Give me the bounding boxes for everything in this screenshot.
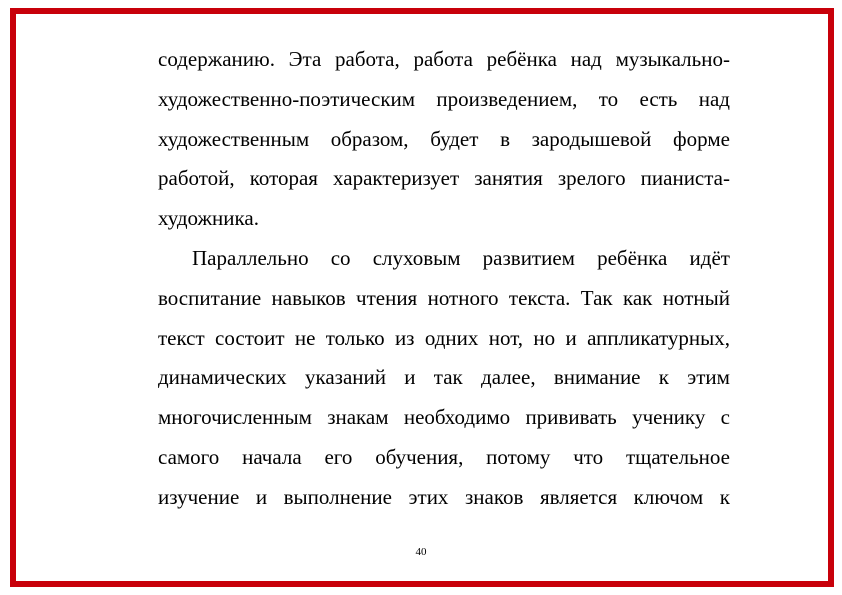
page-border-shadow-bottom (16, 581, 833, 586)
word: содержанию. (158, 47, 275, 71)
word: с (720, 405, 730, 430)
word: слуховым (372, 245, 461, 270)
text-line (158, 80, 730, 120)
word: необходимо (403, 405, 511, 430)
word: пианиста- (640, 166, 730, 191)
word: из (394, 325, 415, 350)
word: Эта (288, 47, 322, 71)
word: со (330, 245, 351, 270)
text-line (158, 239, 730, 279)
word: форме (673, 126, 730, 151)
word: не (294, 325, 316, 350)
word: динамических (158, 365, 287, 390)
word: как (622, 285, 653, 310)
word: ключом (633, 484, 704, 509)
word: состоит (215, 325, 285, 350)
word: воспитание (158, 285, 262, 310)
word: изучение (158, 484, 240, 509)
word: над (698, 86, 730, 111)
text-line (158, 478, 730, 518)
word: художественным (158, 126, 310, 151)
word: аппликатурных, (587, 325, 730, 350)
word: является (539, 484, 618, 509)
word: идёт (689, 245, 730, 270)
word: и (565, 325, 577, 350)
word: и (255, 484, 268, 509)
word: чтения (356, 285, 418, 310)
word: ребёнка (486, 47, 557, 71)
word: ученику (632, 405, 706, 430)
word: самого (158, 444, 220, 469)
word: к (658, 365, 669, 390)
text-line (158, 398, 730, 438)
word: что (573, 444, 604, 469)
page-number: 40 (415, 546, 427, 558)
word: его (324, 444, 353, 469)
word: нотного (427, 285, 499, 310)
word: образом, (330, 126, 409, 151)
word: нотный (662, 285, 730, 310)
word: навыков (271, 285, 346, 310)
word: Параллельно (192, 245, 309, 270)
text-line (158, 159, 730, 199)
word: есть (639, 86, 678, 111)
word: то (598, 86, 619, 111)
text-line: художника. (158, 206, 259, 231)
word: этих (408, 484, 449, 509)
text-line (158, 40, 730, 80)
word: в (500, 126, 510, 151)
word: тщательное (625, 444, 730, 469)
word: работа, (335, 47, 400, 71)
word: так (433, 365, 463, 390)
word: текст (158, 325, 205, 350)
word: знакам (327, 405, 389, 430)
text-line (158, 120, 730, 160)
word: работа (413, 47, 473, 71)
word: прививать (525, 405, 617, 430)
word: одних (424, 325, 479, 350)
word: зрелого (557, 166, 626, 191)
word: далее, (481, 365, 536, 390)
word: потому (486, 444, 551, 469)
word: ребёнка (597, 245, 668, 270)
text-line (158, 319, 730, 359)
text-line (158, 279, 730, 319)
word: работой, (158, 166, 235, 191)
word: над (570, 47, 602, 71)
text-line (158, 438, 730, 478)
word: будет (430, 126, 479, 151)
word: которая (249, 166, 318, 191)
word: многочисленным (158, 405, 312, 430)
word: характеризует (333, 166, 460, 191)
page-border-shadow-right (828, 14, 833, 585)
word: знаков (464, 484, 524, 509)
word: нот, (488, 325, 524, 350)
word: зародышевой (531, 126, 652, 151)
word: этим (687, 365, 730, 390)
word: произведением, (436, 86, 578, 111)
word: только (325, 325, 385, 350)
text-line (158, 358, 730, 398)
word: указаний (304, 365, 386, 390)
word: внимание (553, 365, 641, 390)
word: выполнение (283, 484, 392, 509)
word: начала (242, 444, 302, 469)
word: текста. (508, 285, 571, 310)
word: и (404, 365, 416, 390)
word: Так (580, 285, 613, 310)
word: к (719, 484, 730, 509)
word: художественно-поэтическим (158, 86, 416, 111)
word: но (533, 325, 556, 350)
word: музыкально- (615, 47, 730, 71)
word: развитием (482, 245, 575, 270)
word: обучения, (375, 444, 464, 469)
document-body (158, 40, 730, 518)
word: занятия (474, 166, 543, 191)
